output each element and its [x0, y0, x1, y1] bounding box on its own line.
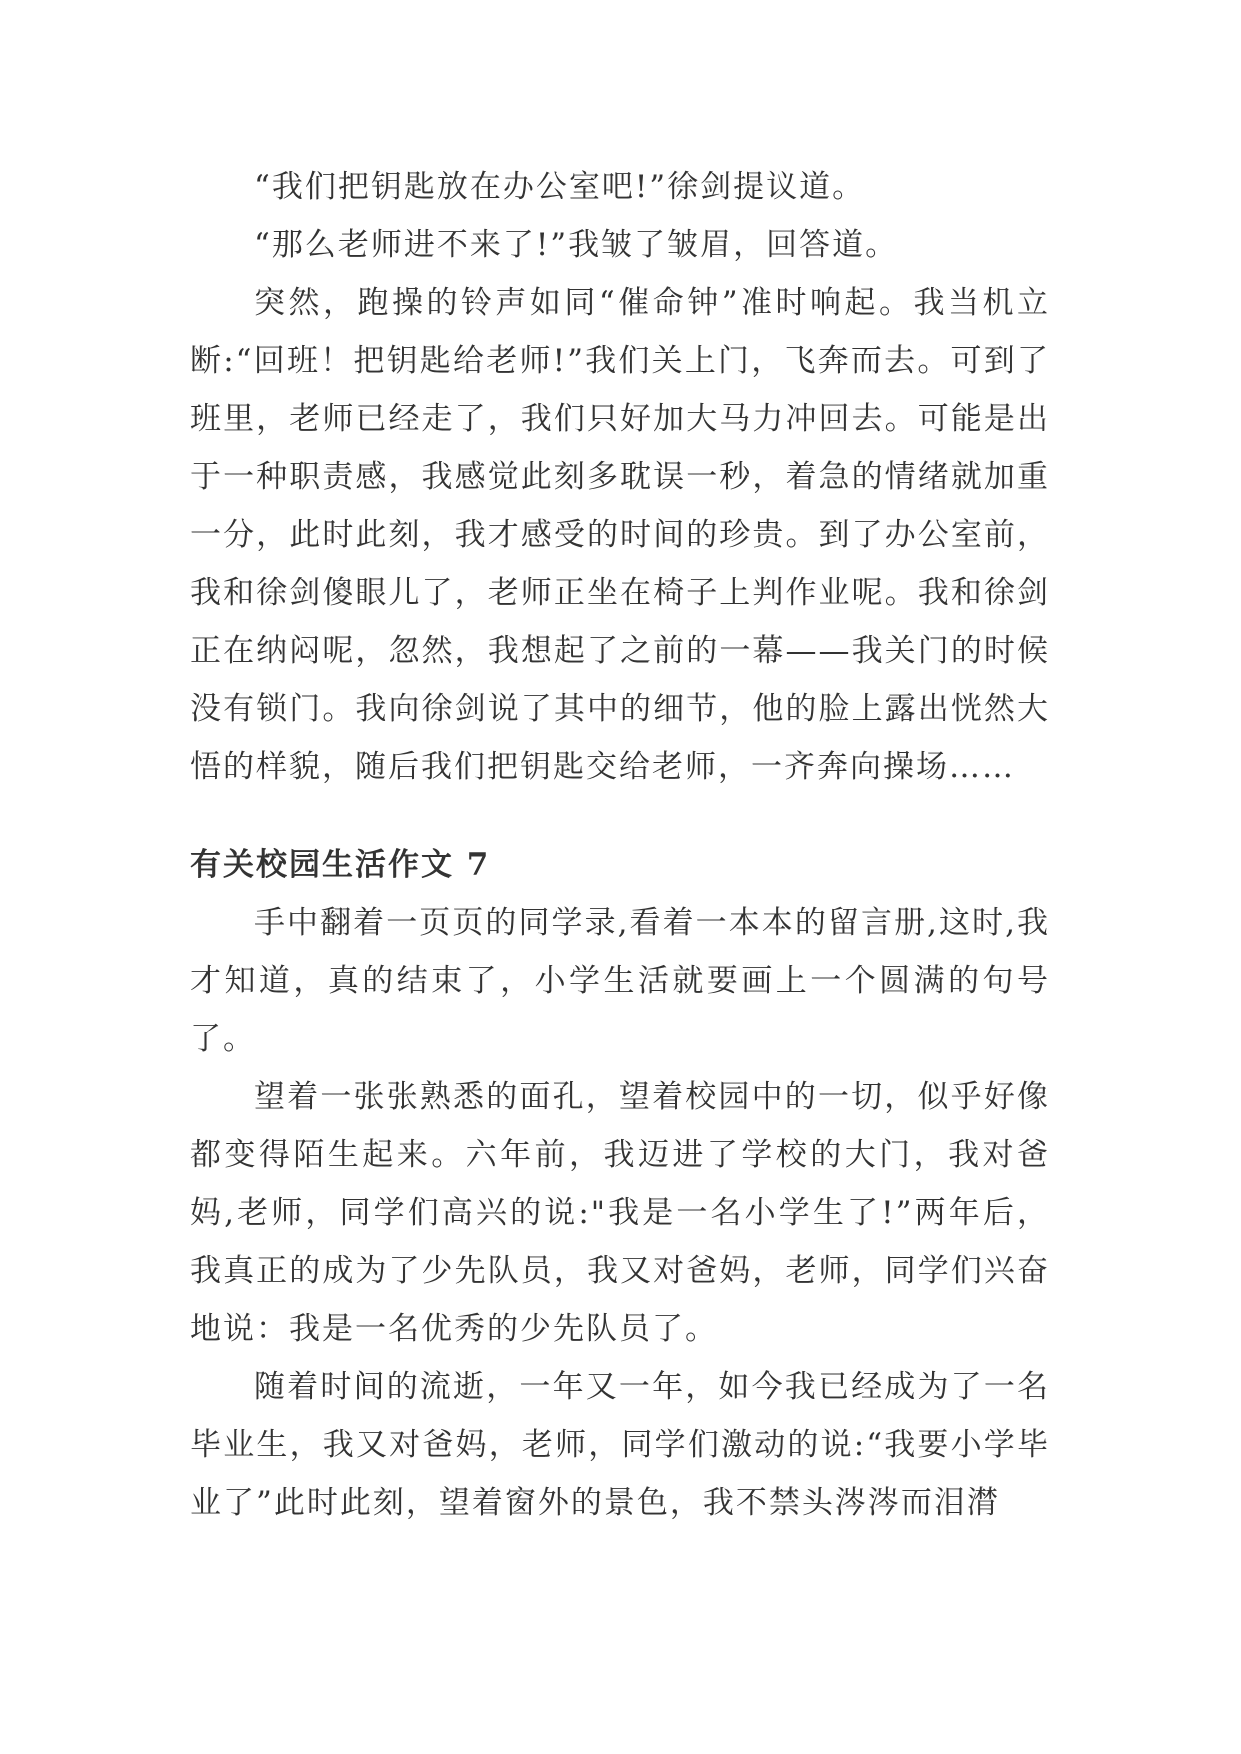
- paragraph: 随着时间的流逝，一年又一年，如今我已经成为了一名毕业生，我又对爸妈，老师，同学们激动的说:“我要小学毕业了”此时此刻，望着窗外的景色，我不禁头涔涔而泪潸: [190, 1369, 1050, 1521]
- section-heading: 有关校园生活作文 7: [190, 847, 491, 883]
- document-body: [190, 158, 1050, 1532]
- paragraph: “那么老师进不来了!”我皱了皱眉，回答道。: [254, 227, 899, 263]
- paragraph: 手中翻着一页页的同学录,看着一本本的留言册,这时,我才知道，真的结束了，小学生活就要画上一个圆满的句号了。: [190, 905, 1050, 1057]
- paragraph: “我们把钥匙放在办公室吧!”徐剑提议道。: [254, 169, 866, 205]
- paragraph: 望着一张张熟悉的面孔，望着校园中的一切，似乎好像都变得陌生起来。六年前，我迈进了学校的大门，我对爸妈,老师，同学们高兴的说:"我是一名小学生了!”两年后，我真正的成为了少先队员，我又对爸妈，老师，同学们兴奋地说：我是一名优秀的少先队员了。: [190, 1079, 1050, 1347]
- paragraph: 突然，跑操的铃声如同“催命钟”准时响起。我当机立断:“回班！把钥匙给老师!”我们关上门，飞奔而去。可到了班里，老师已经走了，我们只好加大马力冲回去。可能是出于一种职责感，我感觉此刻多耽误一秒，着急的情绪就加重一分，此时此刻，我才感受的时间的珍贵。到了办公室前，我和徐剑傻眼儿了，老师正坐在椅子上判作业呢。我和徐剑正在纳闷呢，忽然，我想起了之前的一幕——我关门的时候没有锁门。我向徐剑说了其中的细节，他的脸上露出恍然大悟的样貌，随后我们把钥匙交给老师，一齐奔向操场……: [190, 285, 1050, 785]
